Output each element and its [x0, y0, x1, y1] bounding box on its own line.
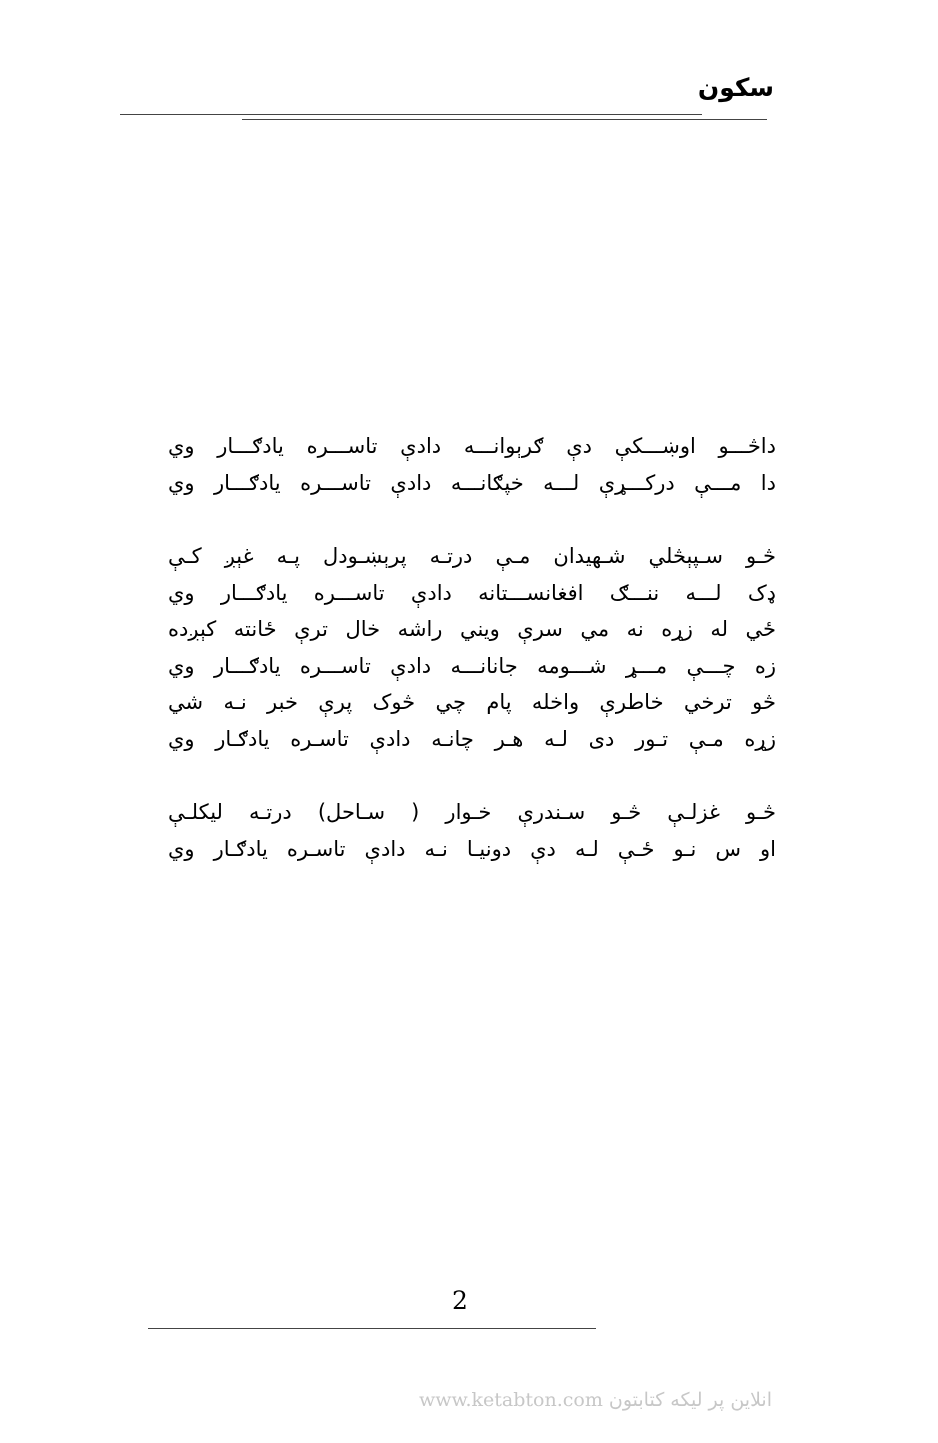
footer-watermark: www.ketabton.com انلاین پر لیکه کتابتون [418, 1389, 772, 1411]
poem-body [168, 428, 776, 904]
verse-line: زړه مـې تـور دی لـه هـر چانـه دادې تاسـره يادګـار وي [168, 726, 776, 751]
verse-line: څو ترخي خاطرې واخله پام چي څوک پرې خبر نـه شي [168, 690, 776, 714]
poem-stanza [168, 794, 776, 867]
header-rule-upper [120, 114, 702, 115]
verse-line: څـو غزلـې څـو سـندرې خـوار ( سـاحل) درتـه ليکلـې [168, 800, 776, 824]
verse-line: داڅـــو اوښـــکې دې ګرېوانـــه دادې تاســـره يادګـــار وي [168, 434, 776, 458]
page-header-title: سکون [697, 73, 774, 102]
verse-line: ډک لـــه ننـــګ افغانســـتانه دادې تاســـره يادګـــار وي [168, 580, 776, 605]
verse-line: او س نـو ځـې لـه دې دونيـا نـه دادې تاسـره يادګـار وي [168, 836, 776, 861]
page-number: 2 [452, 1286, 468, 1315]
verse-line: دا مـــې درکـــړې لـــه خپګانـــه دادې تاســـره يادګـــار وي [168, 470, 776, 495]
poem-stanza [168, 428, 776, 501]
header-rule-lower [242, 119, 767, 120]
verse-line: ځي له زړه نه مي سرې ويني راشه خال ترې ځانته کېږده [168, 617, 776, 641]
footer-rule [148, 1328, 596, 1329]
poem-stanza [168, 538, 776, 757]
verse-line: څـو سـپېڅلي شـهيدان مـې درتـه پرېښـودل پـه غېږ کـې [168, 544, 776, 568]
verse-line: زه چـــې مـــړ شـــومه جانانـــه دادې تاســـره يادګـــار وي [168, 653, 776, 678]
